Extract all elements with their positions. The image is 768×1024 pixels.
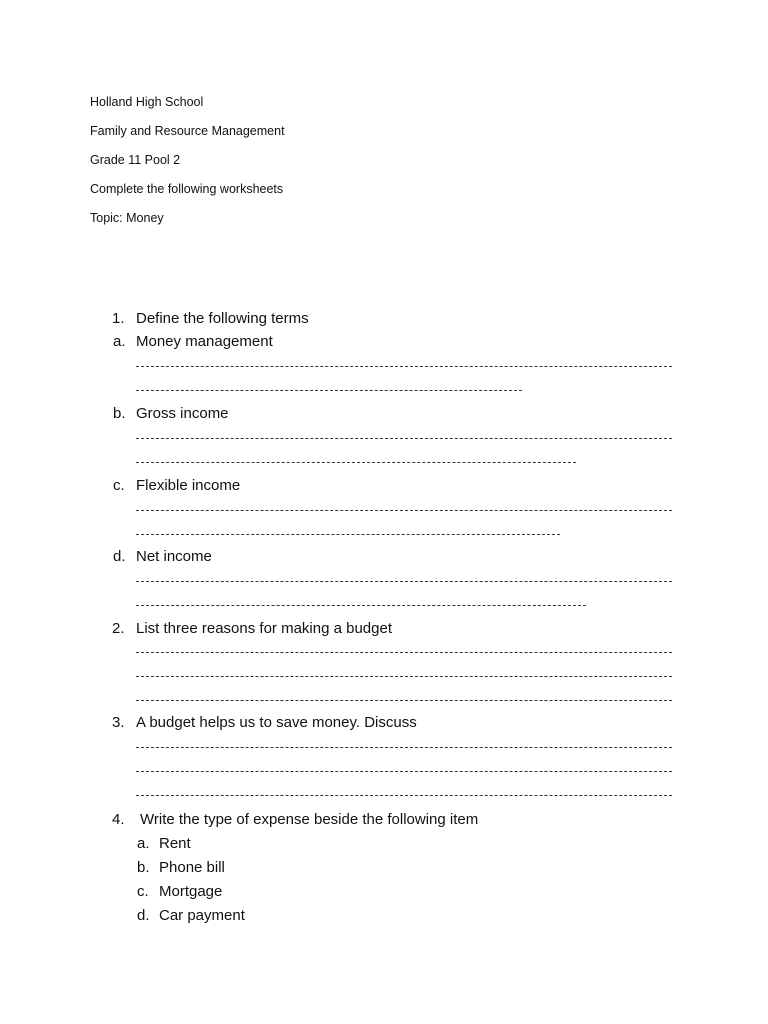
item-b-marker: b.: [137, 859, 150, 876]
question-4-number: 4.: [112, 811, 125, 828]
answer-line[interactable]: [136, 795, 672, 797]
question-1-text: Define the following terms: [136, 310, 309, 327]
term-c-label: Flexible income: [136, 477, 241, 494]
item-d-label: Car payment: [159, 907, 245, 924]
term-c-marker: c.: [113, 477, 125, 494]
school-name: Holland High School: [90, 95, 204, 109]
question-2-text: List three reasons for making a budget: [136, 620, 392, 637]
answer-line[interactable]: [136, 700, 672, 702]
answer-line[interactable]: [136, 605, 586, 607]
answer-line[interactable]: [136, 438, 672, 440]
item-d-marker: d.: [137, 907, 150, 924]
item-c-label: Mortgage: [159, 883, 223, 900]
instruction-text: Complete the following worksheets: [90, 182, 284, 196]
term-a-marker: a.: [113, 333, 126, 350]
topic-label: Topic: Money: [90, 211, 164, 225]
answer-line[interactable]: [136, 462, 576, 464]
term-a-label: Money management: [136, 333, 273, 350]
item-c-marker: c.: [137, 883, 149, 900]
question-3-number: 3.: [112, 714, 125, 731]
answer-line[interactable]: [136, 366, 672, 368]
answer-line[interactable]: [136, 510, 672, 512]
grade-label: Grade 11 Pool 2: [90, 153, 181, 167]
question-4-text: Write the type of expense beside the following item: [140, 811, 479, 828]
answer-line[interactable]: [136, 534, 560, 536]
answer-line[interactable]: [136, 771, 672, 773]
term-d-marker: d.: [113, 548, 126, 565]
answer-line[interactable]: [136, 676, 672, 678]
answer-line[interactable]: [136, 390, 522, 392]
answer-line[interactable]: [136, 747, 672, 749]
item-a-label: Rent: [159, 835, 191, 852]
question-3-text: A budget helps us to save money. Discuss: [136, 714, 417, 731]
term-b-marker: b.: [113, 405, 126, 422]
item-a-marker: a.: [137, 835, 150, 852]
question-2-number: 2.: [112, 620, 125, 637]
item-b-label: Phone bill: [159, 859, 225, 876]
answer-line[interactable]: [136, 652, 672, 654]
question-1-number: 1.: [112, 310, 125, 327]
term-b-label: Gross income: [136, 405, 229, 422]
subject-name: Family and Resource Management: [90, 124, 285, 138]
term-d-label: Net income: [136, 548, 212, 565]
answer-line[interactable]: [136, 581, 672, 583]
